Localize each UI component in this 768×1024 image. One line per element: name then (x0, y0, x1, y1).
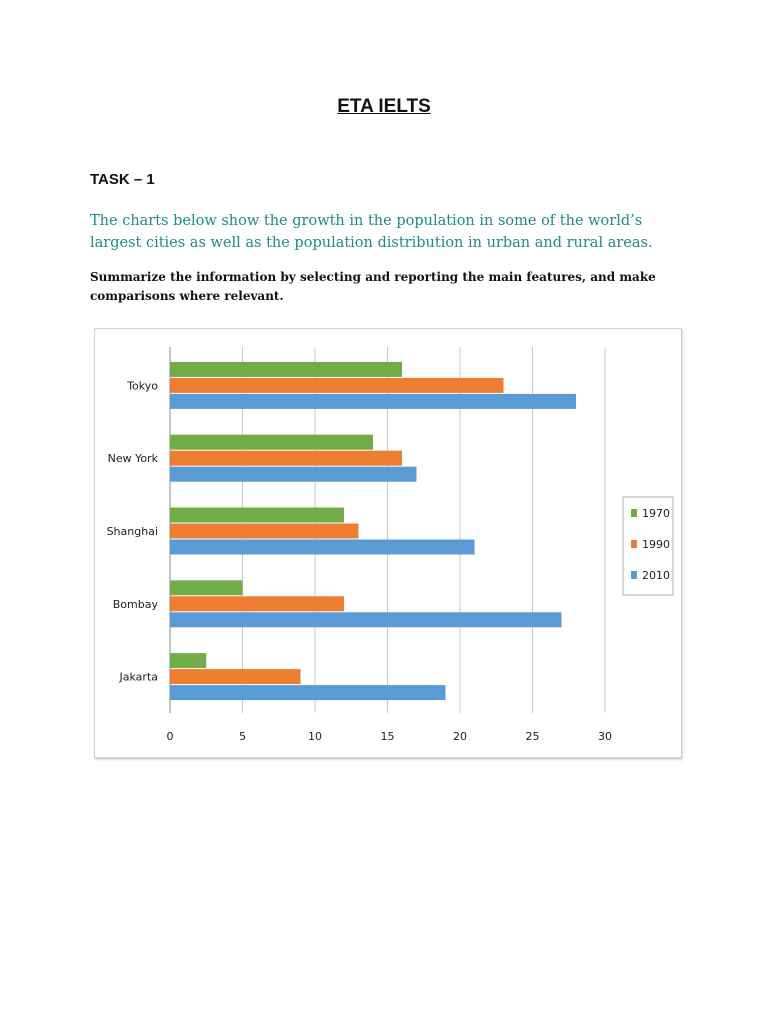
bar (170, 394, 576, 409)
legend-label: 1990 (642, 538, 670, 551)
bar (170, 669, 301, 684)
bar (170, 524, 359, 539)
x-tick-label: 20 (453, 730, 467, 743)
task-intro: The charts below show the growth in the population in some of the world’s largest cities as well as the population distribution in urban and rural areas. (90, 213, 653, 251)
bar (170, 612, 562, 627)
legend-swatch (631, 509, 637, 517)
population-bar-chart (95, 329, 681, 757)
legend-label: 1970 (642, 507, 670, 520)
x-tick-label: 5 (239, 730, 246, 743)
bar (170, 685, 446, 700)
bar (170, 378, 504, 393)
bar (170, 580, 243, 595)
bar (170, 435, 373, 450)
bar (170, 451, 402, 466)
document-title: ETA IELTS (337, 96, 431, 117)
x-tick-label: 0 (166, 730, 174, 743)
category-label: Jakarta (119, 670, 158, 684)
bar (170, 540, 475, 555)
category-label: Bombay (112, 597, 158, 611)
x-tick-label: 15 (380, 730, 395, 743)
bar (170, 508, 344, 523)
task-instruction: Summarize the information by selecting and reporting the main features, and make comparisons where relevant. (90, 270, 656, 303)
bar (170, 467, 417, 482)
category-label: Shanghai (106, 525, 158, 538)
x-tick-label: 25 (525, 730, 540, 743)
x-tick-label: 30 (598, 730, 612, 743)
category-label: New York (107, 452, 158, 466)
bar (170, 362, 402, 377)
category-label: Tokyo (127, 379, 158, 393)
bar (170, 653, 206, 668)
task-heading: TASK – 1 (90, 171, 155, 188)
chart-frame (94, 328, 682, 758)
legend-swatch (631, 540, 637, 548)
bar (170, 596, 344, 611)
legend-label: 2010 (642, 569, 670, 582)
legend-swatch (631, 571, 637, 579)
x-tick-label: 10 (308, 730, 322, 743)
